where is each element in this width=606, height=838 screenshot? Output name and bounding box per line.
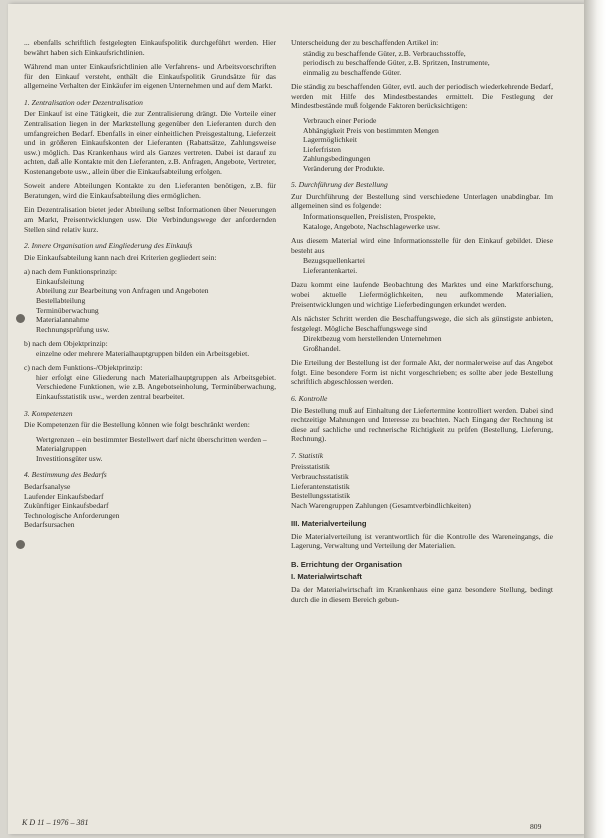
section-heading-bold: I. Materialwirtschaft xyxy=(291,572,362,582)
list-item: Lieferfristen xyxy=(303,144,341,154)
list-item: Laufender Einkaufsbedarf xyxy=(24,491,104,501)
list-item: Verbrauchsstatistik xyxy=(291,471,349,481)
list-item: Rechnungsprüfung usw. xyxy=(36,324,110,334)
list-item: Nach Warengruppen Zahlungen (Gesamtverbindlichkeiten) xyxy=(291,500,471,510)
procurement-path-list xyxy=(291,334,553,353)
list-item: Bedarfsanalyse xyxy=(24,481,71,491)
statistics-list xyxy=(291,462,553,510)
section-heading: 5. Durchführung der Bestellung xyxy=(291,180,388,190)
list-item: Bezugsquellenkartei xyxy=(303,256,365,266)
factor-list xyxy=(291,116,553,173)
paragraph: Dazu kommt eine laufende Beobachtung des Marktes und eine Marktforschung, wobei aktuelle Liefermöglichkeiten, neu aufkommende Materialien, Preisentwicklungen und wichtige Lieferbedingungen erkundet werden. xyxy=(291,280,553,309)
list-item: Direktbezug vom herstellenden Unternehmen xyxy=(303,334,442,344)
paragraph: Da der Materialwirtschaft im Krankenhaus eine ganz besondere Stellung, bedingt durch die in diesem Bereich gebun- xyxy=(291,585,553,604)
paragraph: Die ständig zu beschaffenden Güter, evtl. auch der periodisch wiederkehrende Bedarf, werden mit Hilfe des Mindestbestandes ermittelt. Die Festlegung der Mindestbestände muß folgende Faktoren berücksichtigen: xyxy=(291,82,553,111)
list-item: Bestellabteilung xyxy=(36,295,86,305)
list-item: Materialgruppen xyxy=(36,444,87,454)
paragraph: Die Kompetenzen für die Bestellung können wie folgt beschränkt werden: xyxy=(24,420,250,430)
section-heading-bold: B. Errichtung der Organisation xyxy=(291,559,402,569)
paragraph: Die Materialverteilung ist verantwortlich für die Kontrolle des Wareneingangs, die Lagerung, Verwaltung und Verteilung der Materialien. xyxy=(291,531,553,551)
list-item: einmalig zu beschaffende Güter. xyxy=(303,67,402,77)
function-list xyxy=(24,277,276,334)
list-item: Terminüberwachung xyxy=(36,305,99,315)
section-heading: 6. Kontrolle xyxy=(291,394,328,403)
list-heading: c) nach dem Funktions-/Objektprinzip: xyxy=(24,363,143,373)
document-page xyxy=(8,4,584,834)
paragraph: Als nächster Schritt werden die Beschaffungswege, die sich als günstigste anbieten, festgelegt. Mögliche Beschaffungswege sind xyxy=(291,314,553,333)
page-number: 809 xyxy=(530,822,542,831)
paragraph: Unterscheidung der zu beschaffenden Artikel in: xyxy=(291,38,439,47)
list-item: Preisstatistik xyxy=(291,462,330,472)
competence-list xyxy=(24,435,276,464)
paragraph: einzelne oder mehrere Materialhauptgruppen bilden ein Arbeitsgebiet. xyxy=(36,348,250,358)
list-item: Technologische Anforderungen xyxy=(24,510,120,520)
list-item: Großhandel. xyxy=(303,343,341,353)
section-heading: 2. Innere Organisation und Eingliederung des Einkaufs xyxy=(24,241,193,251)
list-item: Abhängigkeit Preis von bestimmten Mengen xyxy=(303,125,439,135)
list-item: Lieferantenkartei. xyxy=(303,265,358,275)
left-column xyxy=(24,38,276,535)
list-item: Einkaufsleitung xyxy=(36,276,85,286)
list-heading: a) nach dem Funktionsprinzip: xyxy=(24,267,118,277)
section-heading-bold: III. Materialverteilung xyxy=(291,519,367,529)
scan-edge xyxy=(584,0,606,838)
paragraph: ... ebenfalls schriftlich festgelegten Einkaufspolitik durchgeführt werden. Hier bewährt haben sich Einkaufsrichtlinien. xyxy=(24,38,276,57)
list-item: Zukünftiger Einkaufsbedarf xyxy=(24,501,109,511)
paragraph: Ein Dezentralisation bietet jeder Abteilung selbst Informationen über Neuerungen am Markt, Preisentwicklungen usw. Die Verbindungswege der anfordernden Stellen sind relativ kurz. xyxy=(24,205,276,234)
section-heading: 3. Kompetenzen xyxy=(24,408,73,418)
footer-reference: K D 11 – 1976 – 381 xyxy=(22,818,89,827)
list-item: Bedarfsursachen xyxy=(24,520,75,530)
list-item: Wertgrenzen – ein bestimmter Bestellwert darf nicht überschritten werden – xyxy=(36,434,267,444)
list-item: Abteilung zur Bearbeitung von Anfragen und Angeboten xyxy=(36,286,209,296)
documents-list xyxy=(291,212,553,231)
paragraph: Zur Durchführung der Bestellung sind verschiedene Unterlagen unabdingbar. Im allgemeinen sind es folgende: xyxy=(291,191,553,211)
list-item: Lieferantenstatistik xyxy=(291,481,350,491)
paragraph: hier erfolgt eine Gliederung nach Materialhauptgruppen als Arbeitsgebiet. Verschiedene Funktionen, wie z.B. Angebotseinholung, Terminüberwachung, Einkaufsstatistik usw., werden zentral bearbeitet. xyxy=(36,372,276,401)
list-item: Kataloge, Angebote, Nachschlagewerke usw. xyxy=(303,221,440,231)
list-heading: b) nach dem Objektprinzip: xyxy=(24,339,108,349)
right-column xyxy=(291,38,553,609)
list-item: Verbrauch einer Periode xyxy=(303,115,377,125)
paragraph: Die Einkaufsabteilung kann nach drei Kriterien gegliedert sein: xyxy=(24,252,217,262)
card-index-list xyxy=(291,256,553,275)
list-item: ständig zu beschaffende Güter, z.B. Verbrauchsstoffe, xyxy=(303,48,466,58)
list-item: periodisch zu beschaffende Güter, z.B. Spritzen, Instrumente, xyxy=(303,58,490,68)
paragraph: Die Erteilung der Bestellung ist der formale Akt, der normalerweise auf das Angebot folgt. Eine besondere Form ist nicht vorgeschrieben; es sollte aber jede Bestellung schriftlich abgeschlossen werden. xyxy=(291,358,553,387)
list-item: Zahlungsbedingungen xyxy=(303,154,371,164)
list-item: Investitionsgüter usw. xyxy=(36,453,103,463)
paragraph: Soweit andere Abteilungen Kontakte zu den Lieferanten benötigen, z.B. für Beratungen, wird die Einkaufsabteilung dies ermöglichen. xyxy=(24,181,276,200)
paragraph: Die Bestellung muß auf Einhaltung der Liefertermine kontrolliert werden. Dabei sind rechtzeitige Mahnungen und Interesse zu beachten. Nach Eingang der Rechnung ist diese auf sachliche und rechnerische Richtigkeit zu prüfen (Bestellung, Lieferung, Rechnung). xyxy=(291,405,553,444)
paragraph: Der Einkauf ist eine Tätigkeit, die zur Zentralisierung drängt. Die Vorteile einer Zentralisation liegen in der Marktstellung gegenüber den Lieferanten durch den umfangreichen Bedarf. Ebenfalls in einer einheitlichen Preisgestaltung, Lieferzeit und in größeren Einkaufskonten der Lieferanten (Rabattsätze, Zahlungsweise usw.) möglich. Das Krankenhaus wird als Ganzes vertreten. Dabei ist darauf zu achten, daß alle Kontakte mit den Lieferanten, z.B. Anfragen, Angebote, Vertreter, Kostenangebote usw., allein über die Einkaufsabteilung erfolgen. xyxy=(24,109,276,176)
section-heading: 4. Bestimmung des Bedarfs xyxy=(24,470,107,480)
list-item: Informationsquellen, Preislisten, Prospekte, xyxy=(303,212,436,221)
paragraph: Während man unter Einkaufsrichtlinien alle Verfahrens- und Arbeitsvorschriften für den Einkauf versteht, enthält die Einkaufspolitik Grundsätze für das allgemeine Verhalten der Einkäufer im eigenen Unternehmen und auf dem Markt. xyxy=(24,62,276,91)
list-item: Bestellungsstatistik xyxy=(291,491,351,501)
article-type-list xyxy=(291,49,553,78)
list-item: Lagermöglichkeit xyxy=(303,135,357,145)
section-heading: 7. Statistik xyxy=(291,450,324,460)
paragraph: Aus diesem Material wird eine Informationsstelle für den Einkauf gebildet. Diese besteht aus xyxy=(291,236,553,255)
list-item: Materialannahme xyxy=(36,315,90,325)
list-item: Veränderung der Produkte. xyxy=(303,163,385,173)
demand-list xyxy=(24,482,276,530)
section-heading: 1. Zentralisation oder Dezentralisation xyxy=(24,97,143,107)
punch-hole-bottom xyxy=(16,540,25,549)
